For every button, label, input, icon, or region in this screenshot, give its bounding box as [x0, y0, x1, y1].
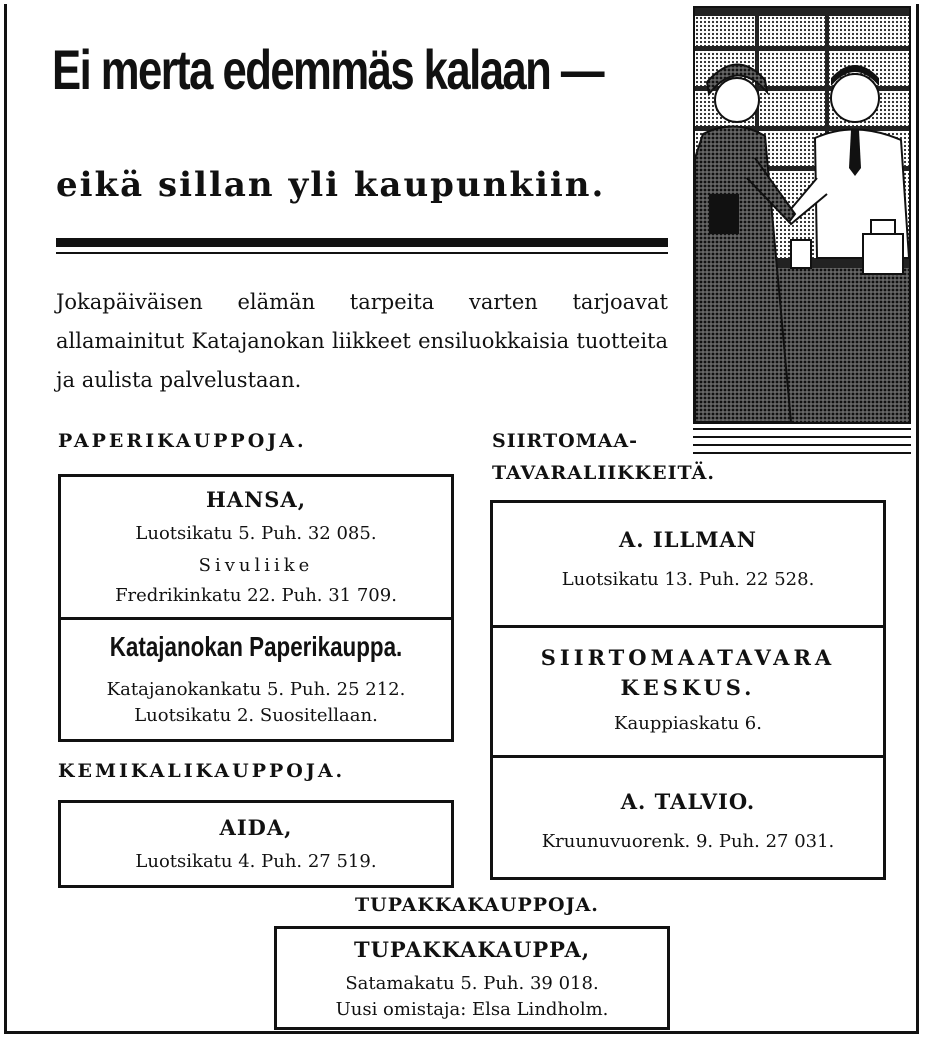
store-name: KESKUS.	[620, 675, 756, 700]
store-address: Kauppiaskatu 6.	[614, 713, 762, 734]
store-name: HANSA,	[205, 487, 307, 512]
section-title-chemical: KEMIKALIKAUPPOJA.	[58, 760, 346, 782]
paper-stores-box	[58, 474, 454, 742]
decorative-rule	[693, 436, 911, 438]
branch-address: Fredrikinkatu 22. Puh. 31 709.	[115, 585, 397, 606]
decorative-rule	[693, 428, 911, 430]
divider	[493, 755, 883, 758]
store-name: A. TALVIO.	[620, 789, 756, 814]
store-address: Kruunuvuorenk. 9. Puh. 27 031.	[541, 831, 835, 852]
decorative-rule	[693, 452, 911, 454]
section-title-paper: PAPERIKAUPPOJA.	[58, 430, 307, 452]
store-address: Katajanokankatu 5. Puh. 25 212.	[106, 679, 406, 700]
store-note: Luotsikatu 2. Suositellaan.	[134, 705, 378, 726]
headline: Ei merta edemmäs kalaan —	[52, 38, 603, 101]
store-name: AIDA,	[219, 815, 293, 840]
branch-label: Sivuliike	[198, 555, 314, 576]
store-name: A. ILLMAN	[618, 527, 757, 552]
intro-text: Jokapäiväisen elämän tarpeita varten tarjoavat allamainitut Katajanokan liikkeet ensiluokkaisia tuotteita ja aulista palvelustaan.	[56, 290, 668, 392]
divider	[493, 625, 883, 628]
store-address: Satamakatu 5. Puh. 39 018.	[345, 973, 599, 994]
section-title-tobacco: TUPAKKAKAUPPOJA.	[355, 894, 599, 916]
thin-rule	[56, 252, 668, 254]
store-address: Luotsikatu 13. Puh. 22 528.	[561, 569, 815, 590]
thick-rule	[56, 238, 668, 247]
store-name: TUPAKKAKAUPPA,	[353, 937, 591, 962]
chemical-stores-box	[58, 800, 454, 888]
shop-counter-icon	[695, 8, 909, 422]
store-address: Luotsikatu 5. Puh. 32 085.	[135, 523, 377, 544]
subheadline: eikä sillan yli kaupunkiin.	[56, 165, 606, 205]
tobacco-stores-box	[274, 926, 670, 1030]
divider	[61, 617, 451, 620]
shop-counter-illustration	[693, 6, 911, 424]
store-address: Luotsikatu 4. Puh. 27 519.	[135, 851, 377, 872]
section-title-colonial-1: SIIRTOMAA-	[492, 430, 639, 452]
section-title-colonial-2: TAVARALIIKKEITÄ.	[492, 462, 715, 484]
store-name: Katajanokan Paperikauppa.	[109, 631, 403, 662]
store-name: SIIRTOMAATAVARA	[540, 645, 836, 670]
decorative-rule	[693, 444, 911, 446]
colonial-stores-box	[490, 500, 886, 880]
store-note: Uusi omistaja: Elsa Lindholm.	[335, 999, 609, 1020]
